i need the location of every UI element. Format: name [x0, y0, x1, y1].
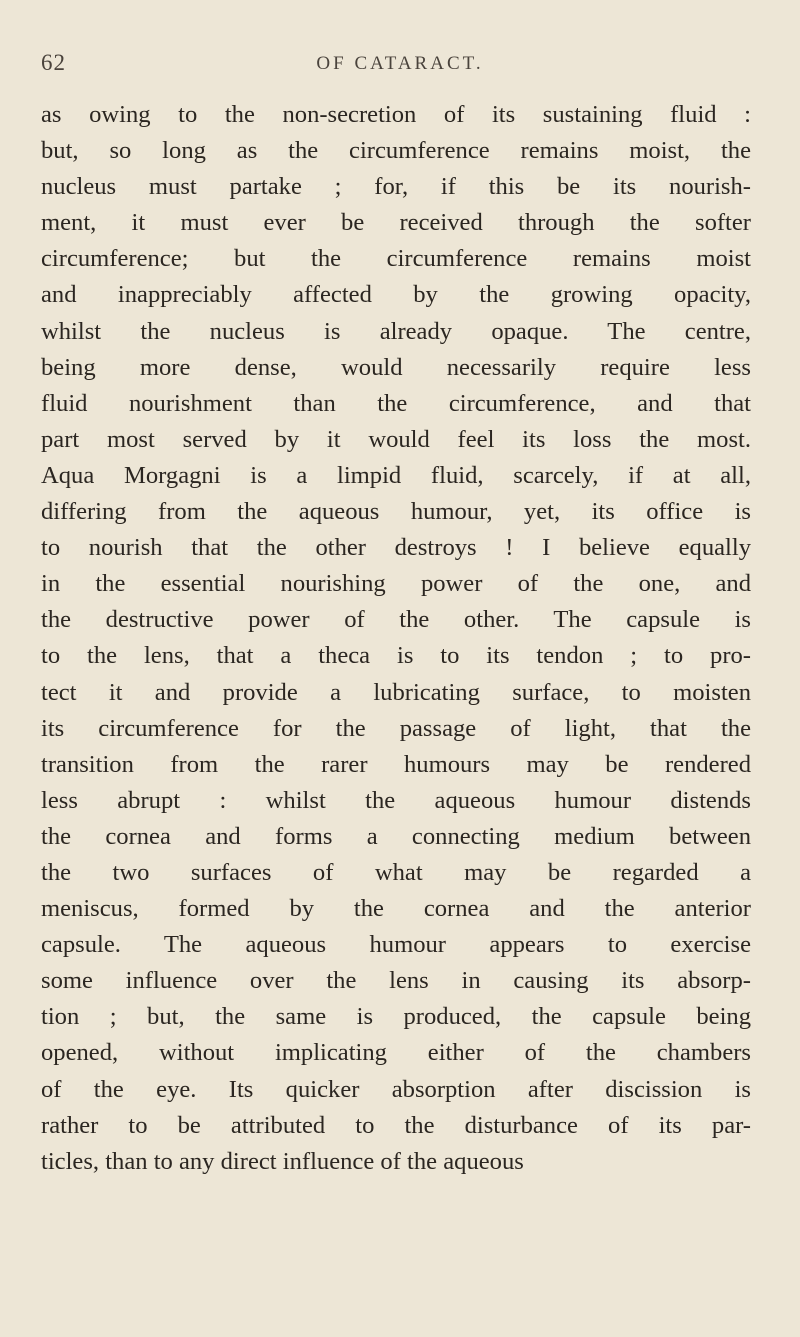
text-line: transition from the rarer humours may be rendered	[41, 750, 751, 778]
text-line: as owing to the non-secretion of its sustaining fluid :	[41, 101, 751, 128]
text-line: ment, it must ever be received through the softer	[41, 209, 751, 237]
text-line: tion ; but, the same is produced, the capsule being	[41, 1003, 751, 1031]
text-line: whilst the nucleus is already opaque. The centre,	[41, 317, 751, 345]
text-line: the two surfaces of what may be regarded a	[41, 858, 751, 886]
body-paragraph	[41, 97, 751, 1180]
text-line: meniscus, formed by the cornea and the anterior	[41, 895, 751, 923]
text-line: to the lens, that a theca is to its tendon ; to pro-	[41, 642, 751, 670]
text-line: less abrupt : whilst the aqueous humour distends	[41, 786, 751, 814]
text-line: tect it and provide a lubricating surface, to moisten	[41, 678, 751, 706]
text-line: being more dense, would necessarily require less	[41, 353, 751, 381]
text-line: opened, without implicating either of the chambers	[41, 1039, 751, 1067]
text-line: of the eye. Its quicker absorption after discission is	[41, 1075, 751, 1103]
text-line: and inappreciably affected by the growing opacity,	[41, 281, 751, 309]
running-head	[0, 50, 800, 82]
text-line: to nourish that the other destroys ! I believe equally	[41, 534, 751, 562]
running-title: OF CATARACT.	[316, 53, 484, 74]
text-line: nucleus must partake ; for, if this be its nourish-	[41, 173, 751, 201]
text-line: differing from the aqueous humour, yet, its office is	[41, 498, 751, 526]
text-line: its circumference for the passage of light, that the	[41, 714, 751, 742]
text-line: fluid nourishment than the circumference, and that	[41, 389, 751, 417]
text-line: part most served by it would feel its loss the most.	[41, 425, 751, 453]
text-line: capsule. The aqueous humour appears to exercise	[41, 931, 751, 959]
text-line: some influence over the lens in causing its absorp-	[41, 967, 751, 995]
text-line: in the essential nourishing power of the one, and	[41, 570, 751, 598]
text-line: the destructive power of the other. The capsule is	[41, 606, 751, 634]
text-line: rather to be attributed to the disturbance of its par-	[41, 1111, 751, 1139]
text-line: but, so long as the circumference remains moist, the	[41, 137, 751, 165]
text-line: the cornea and forms a connecting medium between	[41, 822, 751, 850]
text-line: Aqua Morgagni is a limpid fluid, scarcely, if at all,	[41, 461, 751, 489]
text-line: ticles, than to any direct influence of the aqueous	[41, 1147, 524, 1175]
text-line: circumference; but the circumference remains moist	[41, 245, 751, 273]
page-number: 62	[41, 50, 66, 75]
